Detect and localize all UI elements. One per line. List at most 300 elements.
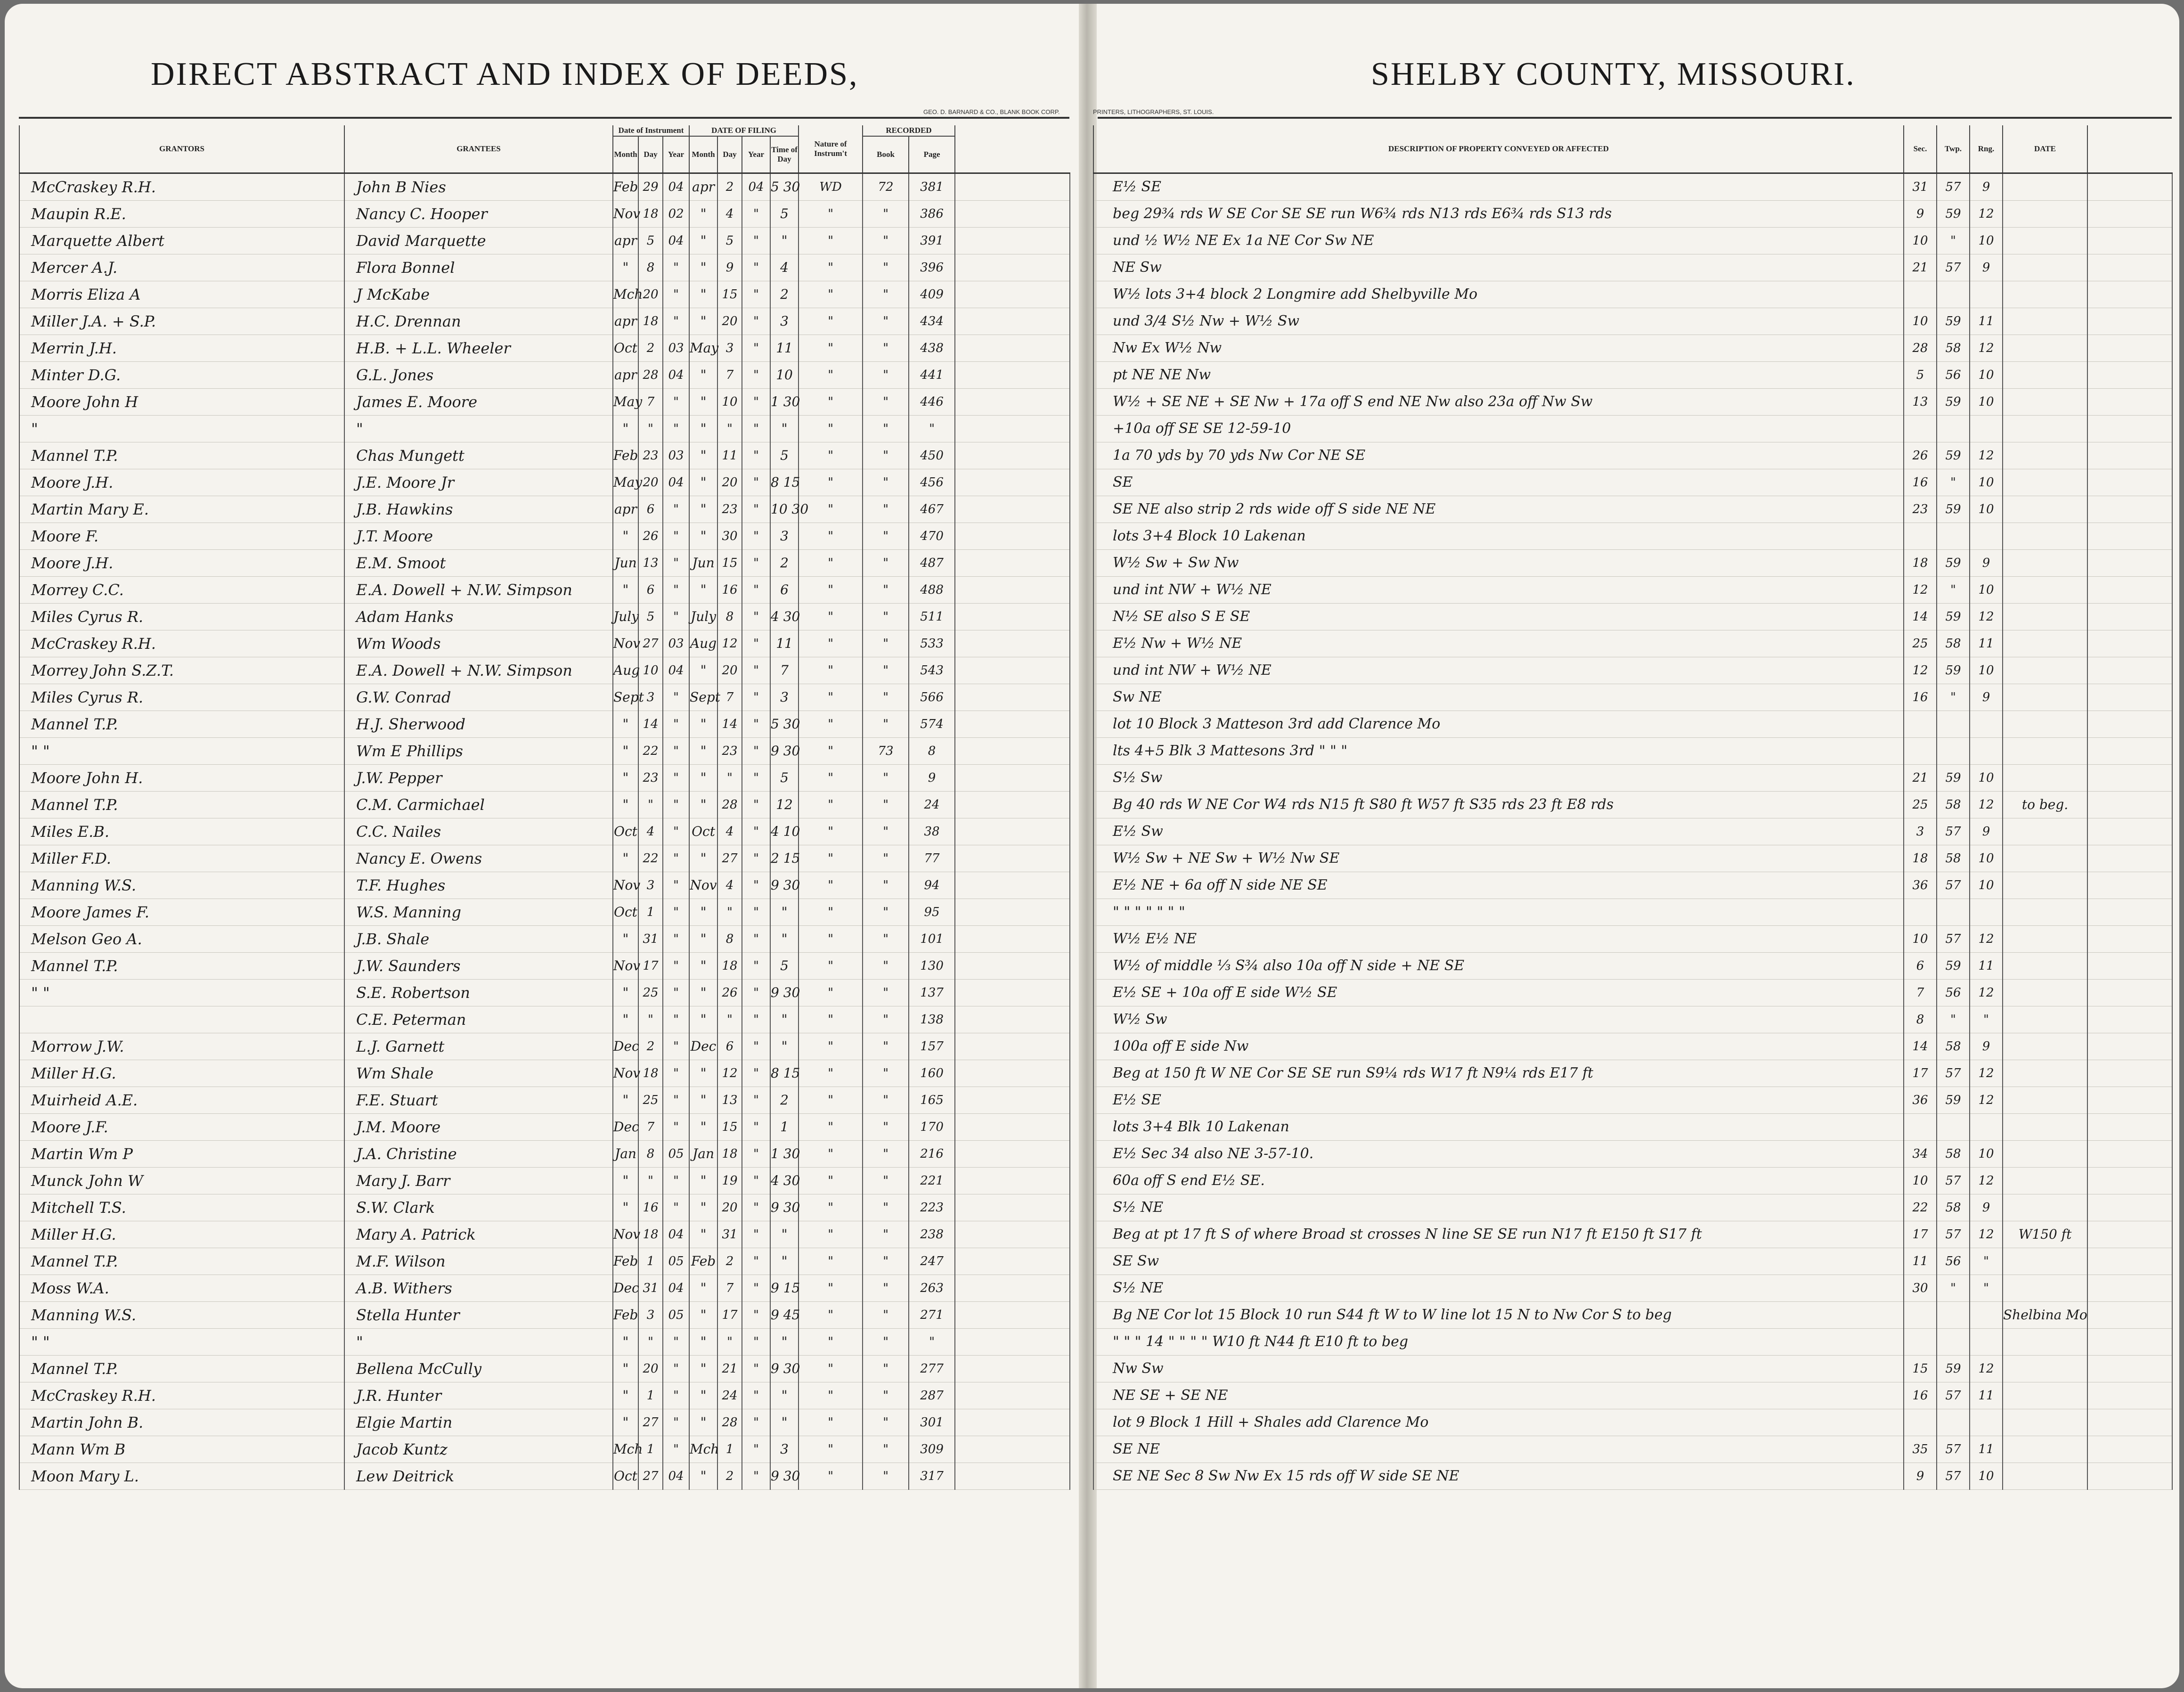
cell-desc: S½ NE <box>1093 1194 1904 1221</box>
cell-pg: 160 <box>909 1060 955 1087</box>
cell-twp: 57 <box>1937 254 1970 281</box>
cell-id: 22 <box>638 738 663 765</box>
cell-grantee: M.F. Wilson <box>344 1248 613 1275</box>
cell-grantee: J.B. Shale <box>344 926 613 953</box>
cell-id: 31 <box>638 926 663 953</box>
cell-bk: " <box>863 926 909 953</box>
cell-id: " <box>638 1006 663 1033</box>
cell-twp: 57 <box>1937 818 1970 845</box>
deed-description-row <box>1093 630 2172 657</box>
cell-nat: " <box>799 1248 863 1275</box>
cell-nat: " <box>799 1356 863 1382</box>
cell-empty <box>955 442 1070 469</box>
cell-sec: 10 <box>1904 228 1937 254</box>
cell-grantee: H.B. + L.L. Wheeler <box>344 335 613 362</box>
cell-empty <box>955 604 1070 630</box>
cell-pg: 574 <box>909 711 955 738</box>
cell-rng: " <box>1970 1275 2003 1302</box>
cell-empty <box>2087 684 2172 711</box>
cell-grantee: Wm Shale <box>344 1060 613 1087</box>
cell-grantee: Flora Bonnel <box>344 254 613 281</box>
cell-t: 9 30 <box>770 980 799 1006</box>
cell-id: 26 <box>638 523 663 550</box>
deed-row <box>19 926 1070 953</box>
cell-pg: 467 <box>909 496 955 523</box>
cell-nat: " <box>799 792 863 818</box>
cell-im: " <box>613 711 638 738</box>
col-sec: Sec. <box>1904 125 1937 173</box>
cell-rng: 12 <box>1970 1087 2003 1114</box>
deed-description-row <box>1093 469 2172 496</box>
cell-fd: 10 <box>717 389 742 416</box>
cell-empty <box>2087 228 2172 254</box>
cell-nat: " <box>799 1436 863 1463</box>
cell-nat: " <box>799 1060 863 1087</box>
cell-id: 28 <box>638 362 663 389</box>
cell-iy: " <box>663 818 689 845</box>
cell-grantor: Mannel T.P. <box>19 442 344 469</box>
cell-bk: " <box>863 389 909 416</box>
cell-date <box>2003 845 2087 872</box>
cell-date: W150 ft <box>2003 1221 2087 1248</box>
cell-nat: " <box>799 1194 863 1221</box>
cell-bk: " <box>863 980 909 1006</box>
cell-id: 20 <box>638 281 663 308</box>
cell-fd: 5 <box>717 228 742 254</box>
cell-im: Feb <box>613 1248 638 1275</box>
cell-rng <box>1970 899 2003 926</box>
cell-id: 6 <box>638 496 663 523</box>
cell-grantor: Martin John B. <box>19 1409 344 1436</box>
cell-pg: 438 <box>909 335 955 362</box>
cell-pg: " <box>909 1329 955 1356</box>
cell-t: 3 <box>770 523 799 550</box>
cell-fm: " <box>689 1356 717 1382</box>
cell-grantee: J.A. Christine <box>344 1141 613 1168</box>
cell-empty <box>2087 980 2172 1006</box>
col-twp: Twp. <box>1937 125 1970 173</box>
cell-date <box>2003 604 2087 630</box>
cell-twp: 58 <box>1937 1194 1970 1221</box>
cell-pg: 8 <box>909 738 955 765</box>
cell-desc: 1a 70 yds by 70 yds Nw Cor NE SE <box>1093 442 1904 469</box>
cell-grantor: " " <box>19 1329 344 1356</box>
cell-empty <box>955 1087 1070 1114</box>
cell-grantee: E.A. Dowell + N.W. Simpson <box>344 577 613 604</box>
cell-im: July <box>613 604 638 630</box>
cell-t: 1 <box>770 1114 799 1141</box>
cell-im: Dec <box>613 1275 638 1302</box>
deed-row <box>19 308 1070 335</box>
cell-date <box>2003 228 2087 254</box>
cell-im: Dec <box>613 1114 638 1141</box>
cell-empty <box>2087 577 2172 604</box>
cell-desc: Sw NE <box>1093 684 1904 711</box>
cell-id: 27 <box>638 630 663 657</box>
cell-date <box>2003 899 2087 926</box>
cell-t: 9 15 <box>770 1275 799 1302</box>
cell-rng: 9 <box>1970 1194 2003 1221</box>
cell-pg: 511 <box>909 604 955 630</box>
cell-nat: " <box>799 1275 863 1302</box>
cell-grantee: Nancy C. Hooper <box>344 201 613 228</box>
cell-fy: " <box>742 845 770 872</box>
deed-description-row <box>1093 1060 2172 1087</box>
cell-date <box>2003 1168 2087 1194</box>
cell-im: Jan <box>613 1141 638 1168</box>
cell-bk: " <box>863 1356 909 1382</box>
cell-im: May <box>613 389 638 416</box>
cell-desc: Bg 40 rds W NE Cor W4 rds N15 ft S80 ft W57 ft S35 rds 23 ft E8 rds <box>1093 792 1904 818</box>
cell-bk: " <box>863 1275 909 1302</box>
cell-id: 17 <box>638 953 663 980</box>
cell-sec: 10 <box>1904 308 1937 335</box>
deed-description-row <box>1093 1168 2172 1194</box>
cell-fd: " <box>717 416 742 442</box>
cell-t: 8 15 <box>770 469 799 496</box>
cell-grantee: E.A. Dowell + N.W. Simpson <box>344 657 613 684</box>
cell-iy: " <box>663 308 689 335</box>
cell-rng: 12 <box>1970 1060 2003 1087</box>
cell-date <box>2003 630 2087 657</box>
cell-id: 13 <box>638 550 663 577</box>
cell-twp: 57 <box>1937 1060 1970 1087</box>
cell-iy: " <box>663 711 689 738</box>
cell-pg: 470 <box>909 523 955 550</box>
cell-rng: 12 <box>1970 604 2003 630</box>
cell-bk: " <box>863 577 909 604</box>
cell-fm: " <box>689 980 717 1006</box>
cell-twp: 59 <box>1937 550 1970 577</box>
cell-grantee: J McKabe <box>344 281 613 308</box>
cell-bk: " <box>863 1463 909 1490</box>
cell-id: " <box>638 1329 663 1356</box>
deed-row <box>19 1168 1070 1194</box>
cell-date <box>2003 926 2087 953</box>
cell-sec <box>1904 738 1937 765</box>
cell-nat: " <box>799 1033 863 1060</box>
cell-rng: 9 <box>1970 818 2003 845</box>
cell-im: " <box>613 416 638 442</box>
deed-description-row <box>1093 872 2172 899</box>
cell-empty <box>2087 201 2172 228</box>
cell-iy: " <box>663 389 689 416</box>
cell-im: " <box>613 765 638 792</box>
cell-pg: 24 <box>909 792 955 818</box>
cell-nat: " <box>799 201 863 228</box>
cell-id: 3 <box>638 684 663 711</box>
cell-sec: 7 <box>1904 980 1937 1006</box>
cell-fm: " <box>689 1275 717 1302</box>
cell-grantor: Morrow J.W. <box>19 1033 344 1060</box>
deed-row <box>19 362 1070 389</box>
col-filing-month: Month <box>689 136 717 173</box>
cell-empty <box>955 711 1070 738</box>
cell-fy: " <box>742 980 770 1006</box>
cell-desc: SE Sw <box>1093 1248 1904 1275</box>
deed-row <box>19 1114 1070 1141</box>
cell-bk: " <box>863 496 909 523</box>
cell-fd: 2 <box>717 1463 742 1490</box>
cell-rng: " <box>1970 1248 2003 1275</box>
cell-fd: " <box>717 899 742 926</box>
col-book: Book <box>863 136 909 173</box>
cell-sec <box>1904 1409 1937 1436</box>
deed-description-row <box>1093 389 2172 416</box>
cell-desc: Nw Ex W½ Nw <box>1093 335 1904 362</box>
cell-fd: 6 <box>717 1033 742 1060</box>
deed-row <box>19 201 1070 228</box>
cell-bk: " <box>863 281 909 308</box>
cell-im: " <box>613 738 638 765</box>
cell-fd: 21 <box>717 1356 742 1382</box>
cell-fd: 28 <box>717 792 742 818</box>
cell-desc: " " " " " " " <box>1093 899 1904 926</box>
cell-iy: 04 <box>663 657 689 684</box>
cell-grantee: J.M. Moore <box>344 1114 613 1141</box>
cell-pg: 441 <box>909 362 955 389</box>
cell-t: 5 <box>770 201 799 228</box>
cell-fd: 8 <box>717 926 742 953</box>
cell-pg: 170 <box>909 1114 955 1141</box>
cell-sec: 10 <box>1904 926 1937 953</box>
cell-nat: " <box>799 657 863 684</box>
cell-empty <box>2087 1006 2172 1033</box>
cell-rng <box>1970 1114 2003 1141</box>
cell-nat: " <box>799 362 863 389</box>
cell-t: " <box>770 926 799 953</box>
cell-fy: " <box>742 1409 770 1436</box>
cell-fy: " <box>742 899 770 926</box>
cell-grantor: Melson Geo A. <box>19 926 344 953</box>
cell-fy: " <box>742 1060 770 1087</box>
cell-nat: " <box>799 899 863 926</box>
deed-description-row <box>1093 228 2172 254</box>
cell-grantor: Minter D.G. <box>19 362 344 389</box>
cell-fm: " <box>689 1409 717 1436</box>
deed-row <box>19 281 1070 308</box>
cell-im: " <box>613 1194 638 1221</box>
deed-row <box>19 953 1070 980</box>
cell-iy: " <box>663 765 689 792</box>
cell-grantor <box>19 1006 344 1033</box>
deed-row <box>19 496 1070 523</box>
cell-im: Nov <box>613 630 638 657</box>
cell-rng: 9 <box>1970 550 2003 577</box>
cell-desc: beg 29¾ rds W SE Cor SE SE run W6¾ rds N13 rds E6¾ rds S13 rds <box>1093 201 1904 228</box>
cell-fy: " <box>742 1194 770 1221</box>
cell-sec: 12 <box>1904 577 1937 604</box>
cell-t: 6 <box>770 577 799 604</box>
cell-iy: " <box>663 980 689 1006</box>
cell-bk: " <box>863 335 909 362</box>
deed-description-row <box>1093 254 2172 281</box>
cell-im: Nov <box>613 953 638 980</box>
cell-fy: " <box>742 792 770 818</box>
cell-sec: 16 <box>1904 1382 1937 1409</box>
cell-im: apr <box>613 228 638 254</box>
cell-grantee: Mary A. Patrick <box>344 1221 613 1248</box>
deed-row <box>19 711 1070 738</box>
cell-fd: 7 <box>717 684 742 711</box>
cell-grantee: E.M. Smoot <box>344 550 613 577</box>
cell-sec: 23 <box>1904 496 1937 523</box>
cell-desc: lot 9 Block 1 Hill + Shales add Clarence Mo <box>1093 1409 1904 1436</box>
deed-row <box>19 818 1070 845</box>
cell-fd: 15 <box>717 550 742 577</box>
cell-empty <box>955 845 1070 872</box>
cell-sec: 22 <box>1904 1194 1937 1221</box>
cell-grantor: Mann Wm B <box>19 1436 344 1463</box>
cell-nat: " <box>799 1382 863 1409</box>
cell-desc: W½ of middle ⅓ S¾ also 10a off N side + NE SE <box>1093 953 1904 980</box>
cell-sec <box>1904 1114 1937 1141</box>
cell-twp: 59 <box>1937 1087 1970 1114</box>
cell-fm: " <box>689 523 717 550</box>
cell-rng: 12 <box>1970 1356 2003 1382</box>
cell-fy: " <box>742 657 770 684</box>
cell-id: " <box>638 416 663 442</box>
cell-rng: 10 <box>1970 469 2003 496</box>
cell-iy: " <box>663 1409 689 1436</box>
cell-desc: lots 3+4 Block 10 Lakenan <box>1093 523 1904 550</box>
cell-grantor: Moore J.H. <box>19 469 344 496</box>
cell-desc: W½ lots 3+4 block 2 Longmire add Shelbyville Mo <box>1093 281 1904 308</box>
cell-fy: " <box>742 389 770 416</box>
cell-iy: 05 <box>663 1248 689 1275</box>
deed-description-row <box>1093 1248 2172 1275</box>
cell-twp: " <box>1937 577 1970 604</box>
cell-t: 5 <box>770 953 799 980</box>
cell-sec: 34 <box>1904 1141 1937 1168</box>
cell-desc: NE Sw <box>1093 254 1904 281</box>
cell-grantee: Jacob Kuntz <box>344 1436 613 1463</box>
cell-sec: 36 <box>1904 872 1937 899</box>
cell-empty <box>2087 1114 2172 1141</box>
deed-row <box>19 604 1070 630</box>
deed-description-row <box>1093 1463 2172 1490</box>
cell-id: 8 <box>638 254 663 281</box>
cell-id: 18 <box>638 201 663 228</box>
cell-fy: " <box>742 1436 770 1463</box>
cell-fd: 16 <box>717 577 742 604</box>
cell-fd: 4 <box>717 872 742 899</box>
cell-date <box>2003 308 2087 335</box>
cell-empty <box>2087 1463 2172 1490</box>
cell-t: 4 10 <box>770 818 799 845</box>
cell-fm: Aug <box>689 630 717 657</box>
deed-description-row <box>1093 416 2172 442</box>
cell-grantor: Moore James F. <box>19 899 344 926</box>
deed-row <box>19 1329 1070 1356</box>
cell-iy: " <box>663 1006 689 1033</box>
cell-rng: 12 <box>1970 1221 2003 1248</box>
cell-sec: 30 <box>1904 1275 1937 1302</box>
cell-twp: 59 <box>1937 308 1970 335</box>
cell-pg: 263 <box>909 1275 955 1302</box>
cell-nat: " <box>799 1114 863 1141</box>
deed-description-row <box>1093 496 2172 523</box>
cell-sec: 17 <box>1904 1060 1937 1087</box>
cell-grantor: Manning W.S. <box>19 872 344 899</box>
deed-description-row <box>1093 1221 2172 1248</box>
cell-t: " <box>770 416 799 442</box>
cell-fm: Jan <box>689 1141 717 1168</box>
cell-empty <box>955 1006 1070 1033</box>
deed-row <box>19 1436 1070 1463</box>
cell-nat: " <box>799 496 863 523</box>
cell-fd: 27 <box>717 845 742 872</box>
cell-fd: " <box>717 765 742 792</box>
col-grantors: GRANTORS <box>19 125 344 173</box>
cell-grantee: " <box>344 1329 613 1356</box>
cell-desc: E½ Sec 34 also NE 3-57-10. <box>1093 1141 1904 1168</box>
cell-twp <box>1937 899 1970 926</box>
cell-grantee: " <box>344 416 613 442</box>
cell-rng: 12 <box>1970 1168 2003 1194</box>
cell-twp: " <box>1937 1006 1970 1033</box>
cell-desc: W½ Sw + NE Sw + W½ Nw SE <box>1093 845 1904 872</box>
cell-empty <box>955 792 1070 818</box>
cell-empty <box>955 1382 1070 1409</box>
deed-row <box>19 765 1070 792</box>
cell-im: " <box>613 1087 638 1114</box>
cell-fy: " <box>742 1382 770 1409</box>
cell-id: 3 <box>638 1302 663 1329</box>
deed-description-row <box>1093 1382 2172 1409</box>
col-grantees: GRANTEES <box>344 125 613 173</box>
cell-date <box>2003 416 2087 442</box>
cell-grantee: J.W. Pepper <box>344 765 613 792</box>
cell-twp: 59 <box>1937 442 1970 469</box>
cell-id: 1 <box>638 1382 663 1409</box>
cell-twp: 58 <box>1937 1141 1970 1168</box>
cell-empty <box>2087 765 2172 792</box>
deed-row <box>19 1302 1070 1329</box>
cell-empty <box>955 577 1070 604</box>
cell-pg: 247 <box>909 1248 955 1275</box>
deed-row <box>19 980 1070 1006</box>
cell-im: Nov <box>613 1221 638 1248</box>
cell-date <box>2003 657 2087 684</box>
cell-sec: 11 <box>1904 1248 1937 1275</box>
cell-fy: " <box>742 1248 770 1275</box>
cell-grantee: A.B. Withers <box>344 1275 613 1302</box>
cell-empty <box>955 469 1070 496</box>
cell-twp <box>1937 1114 1970 1141</box>
cell-id: 18 <box>638 1221 663 1248</box>
cell-empty <box>955 1194 1070 1221</box>
cell-rng <box>1970 1409 2003 1436</box>
col-inst-day: Day <box>638 136 663 173</box>
cell-nat: " <box>799 469 863 496</box>
page-title-right: SHELBY COUNTY, MISSOURI. <box>1371 56 1856 92</box>
deed-row <box>19 254 1070 281</box>
deed-description-row <box>1093 281 2172 308</box>
cell-nat: " <box>799 765 863 792</box>
cell-pg: 287 <box>909 1382 955 1409</box>
cell-fy: " <box>742 1006 770 1033</box>
cell-fm: " <box>689 1221 717 1248</box>
cell-pg: 95 <box>909 899 955 926</box>
cell-date: Shelbina Mo <box>2003 1302 2087 1329</box>
deed-row <box>19 872 1070 899</box>
deed-description-row <box>1093 604 2172 630</box>
cell-bk: " <box>863 1114 909 1141</box>
cell-desc: pt NE NE Nw <box>1093 362 1904 389</box>
cell-rng <box>1970 281 2003 308</box>
cell-empty <box>955 630 1070 657</box>
